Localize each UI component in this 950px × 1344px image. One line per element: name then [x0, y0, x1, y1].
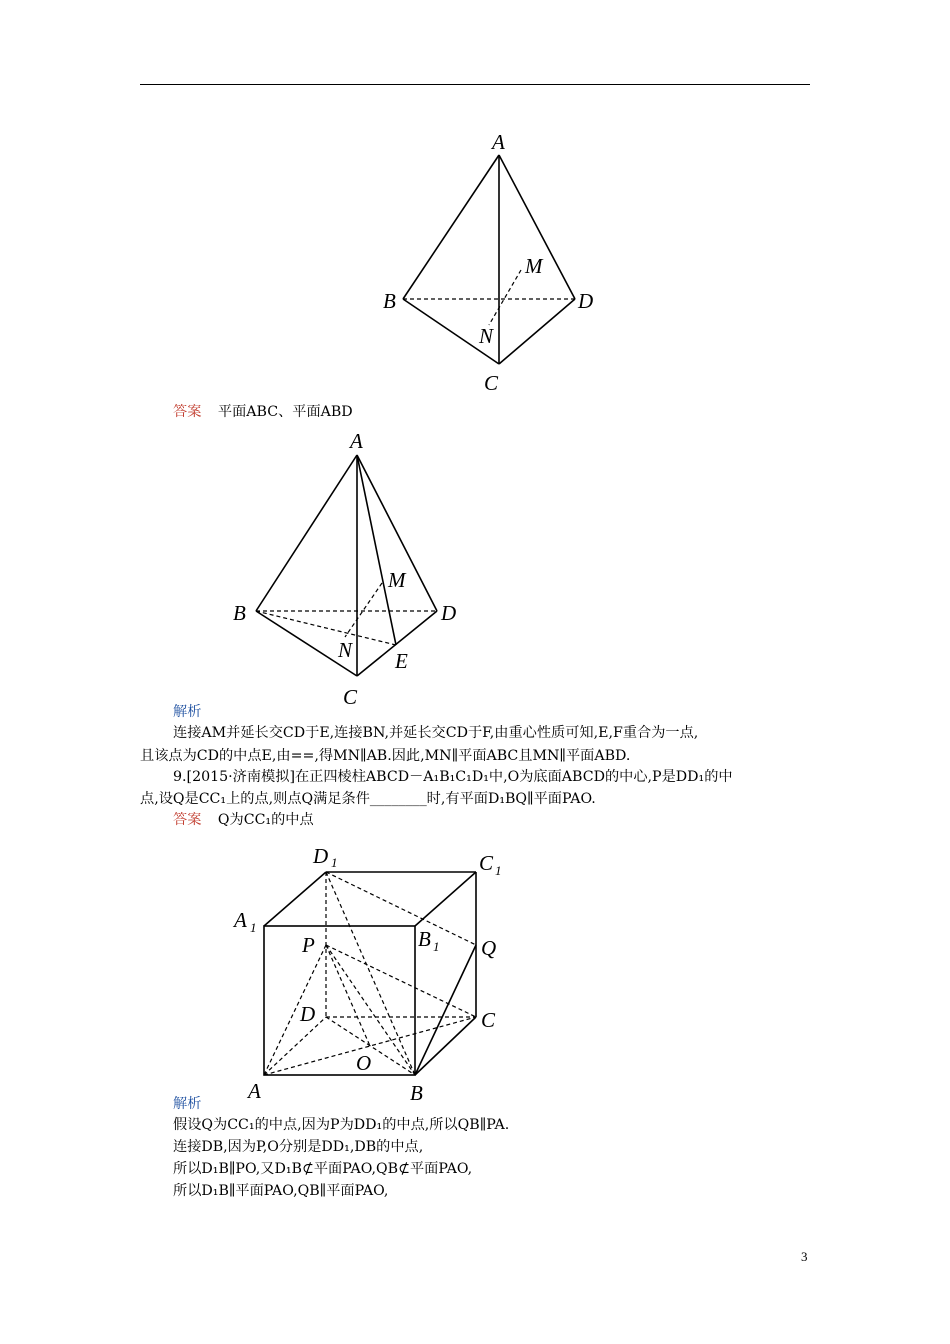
label-C1: C	[479, 851, 494, 875]
label-M: M	[525, 254, 543, 278]
label-B1-sub: 1	[433, 939, 440, 954]
problem-9-line-2: 点,设Q是CC₁上的点,则点Q满足条件________时,有平面D₁BQ∥平面PAO.	[140, 791, 596, 807]
label-A: A	[492, 130, 505, 154]
figure-tetrahedron-2	[225, 425, 470, 715]
label-D1: D	[313, 844, 329, 868]
label-B: B	[410, 1081, 423, 1105]
label-B: B	[233, 601, 246, 625]
label-O: O	[356, 1051, 372, 1075]
analysis-2-tag: 解析	[173, 1096, 202, 1112]
problem-9-line-1: 9.[2015·济南模拟]在正四棱柱ABCD－A₁B₁C₁D₁中,O为底面ABCD的中心,P是DD₁的中	[173, 769, 733, 785]
answer-1	[140, 402, 820, 422]
header-rule	[140, 84, 810, 85]
analysis-1-line-1: 连接AM并延长交CD于E,连接BN,并延长交CD于F,由重心性质可知,E,F重合为一点,	[173, 725, 699, 741]
label-D: D	[578, 289, 594, 313]
answer-tag: 答案	[173, 404, 202, 420]
label-C: C	[484, 371, 499, 395]
page-number: 3	[801, 1249, 808, 1264]
figure-tetrahedron-1	[370, 125, 610, 400]
label-A1-sub: 1	[250, 920, 257, 935]
label-B: B	[383, 289, 396, 313]
label-N: N	[338, 638, 353, 662]
label-D: D	[300, 1002, 316, 1026]
answer-text: Q为CC₁的中点	[217, 812, 314, 828]
label-A1: A	[234, 908, 247, 932]
analysis-2-line-3: 所以D₁B∥PO,又D₁B⊄平面PAO,QB⊄平面PAO,	[173, 1161, 473, 1177]
answer-text: 平面ABC、平面ABD	[217, 404, 353, 420]
label-M: M	[388, 568, 406, 592]
answer-2	[140, 810, 820, 830]
label-E: E	[395, 649, 408, 673]
label-C1-sub: 1	[495, 863, 502, 878]
answer-tag: 答案	[173, 812, 202, 828]
analysis-2-line-4: 所以D₁B∥平面PAO,QB∥平面PAO,	[173, 1183, 389, 1199]
analysis-1-line-2: 且该点为CD的中点E,由==,得MN∥AB.因此,MN∥平面ABC且MN∥平面ABD.	[140, 748, 631, 764]
label-Q: Q	[481, 936, 497, 960]
analysis-1-tag: 解析	[173, 704, 202, 720]
label-C: C	[343, 685, 358, 709]
label-A: A	[350, 429, 363, 453]
label-C: C	[481, 1008, 496, 1032]
label-D1-sub: 1	[331, 855, 338, 870]
label-P: P	[302, 933, 315, 957]
label-N: N	[479, 324, 494, 348]
figure-prism	[225, 835, 515, 1105]
analysis-2-line-2: 连接DB,因为P,O分别是DD₁,DB的中点,	[173, 1139, 424, 1155]
analysis-2-line-1: 假设Q为CC₁的中点,因为P为DD₁的中点,所以QB∥PA.	[173, 1117, 510, 1133]
label-B1: B	[418, 927, 431, 951]
label-D: D	[441, 601, 457, 625]
label-A: A	[248, 1079, 261, 1103]
